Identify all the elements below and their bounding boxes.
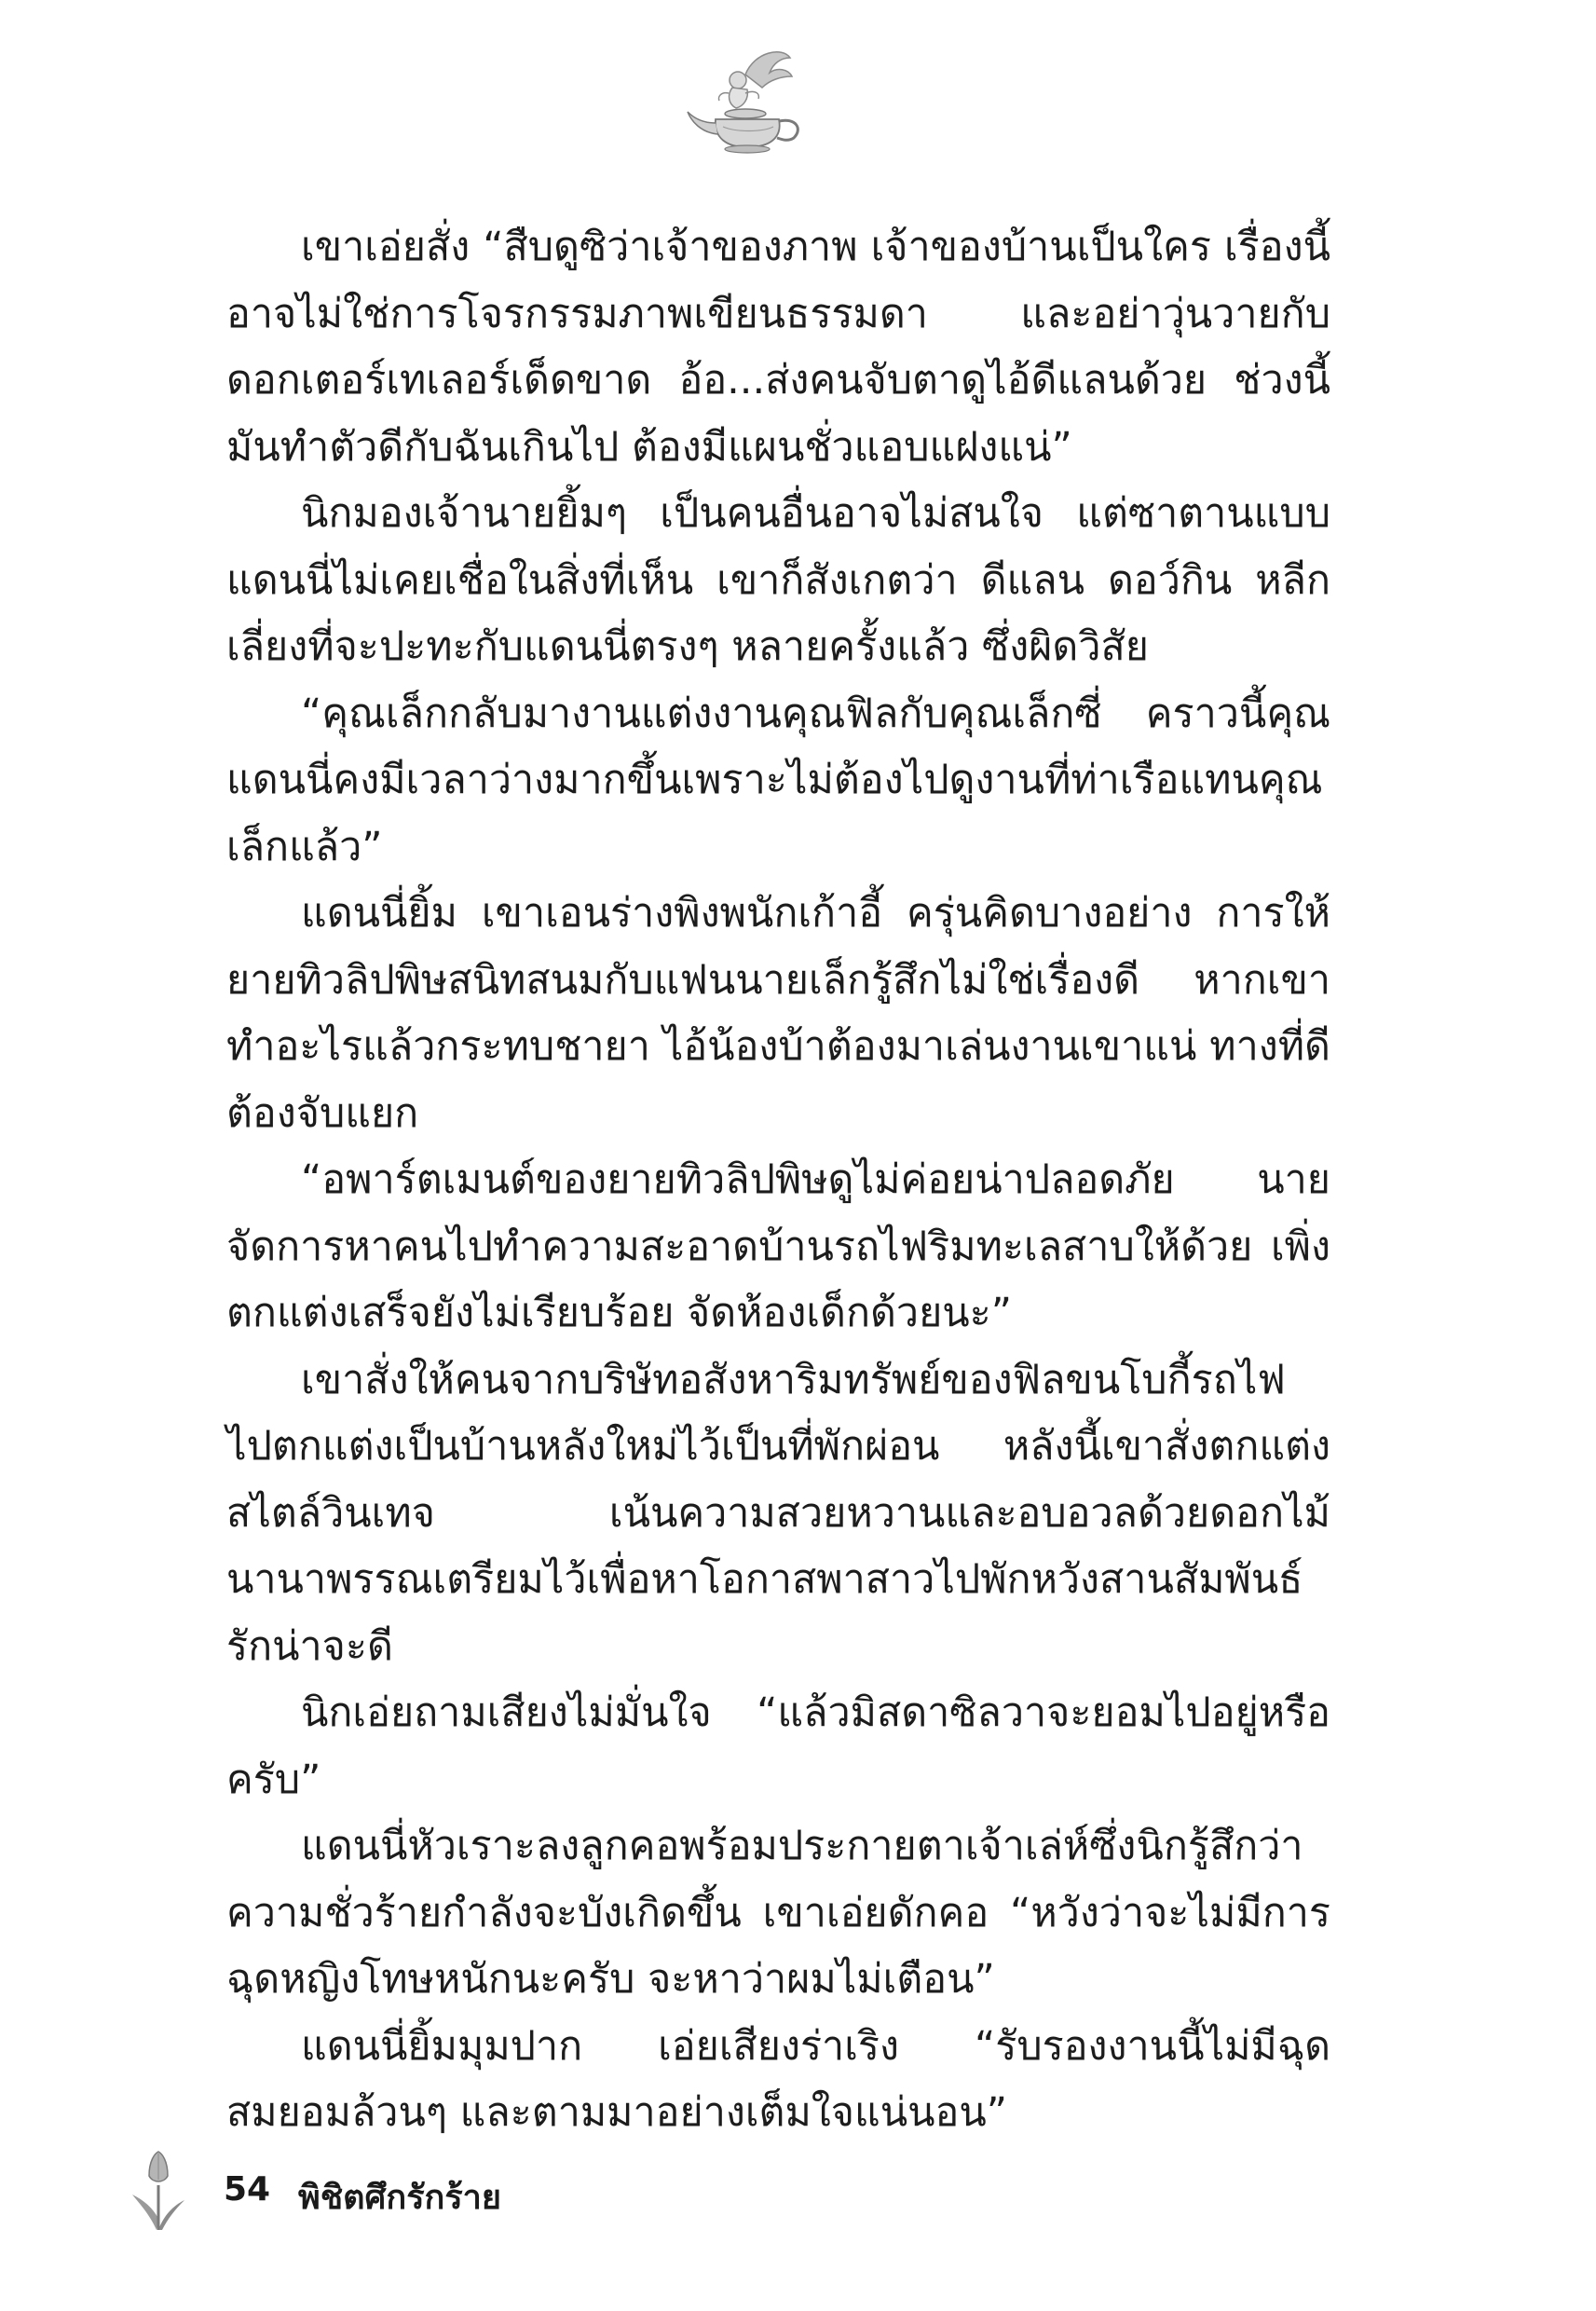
cupid-on-teapot-icon	[680, 47, 820, 158]
paragraph: “อพาร์ตเมนต์ของยายทิวลิปพิษดูไม่ค่อยน่าปลอดภัย นายจัดการหาคนไปทำความสะอาดบ้านรถไฟริมทะเลสาบให้ด้วย เพิ่งตกแต่งเสร็จยังไม่เรียบร้อย จัดห้องเด็กด้วยนะ”	[226, 1156, 1330, 1336]
body-text	[226, 214, 1330, 2147]
paragraph: แดนนี่ยิ้ม เขาเอนร่างพิงพนักเก้าอี้ ครุ่นคิดบางอย่าง การให้ยายทิวลิปพิษสนิทสนมกับแฟนนายเล็กรู้สึกไม่ใช่เรื่องดี หากเขาทำอะไรแล้วกระทบชายา ไอ้น้องบ้าต้องมาเล่นงานเขาแน่ ทางที่ดีต้องจับแยก	[226, 890, 1330, 1137]
paragraph: นิกมองเจ้านายยิ้มๆ เป็นคนอื่นอาจไม่สนใจ แต่ซาตานแบบแดนนี่ไม่เคยเชื่อในสิ่งที่เห็น เขาก็สังเกตว่า ดีแลน ดอว์กิน หลีกเลี่ยงที่จะปะทะกับแดนนี่ตรงๆ หลายครั้งแล้ว ซึ่งผิดวิสัย	[226, 490, 1330, 670]
paragraph: เขาเอ่ยสั่ง “สืบดูซิว่าเจ้าของภาพ เจ้าของบ้านเป็นใคร เรื่องนี้อาจไม่ใช่การโจรกรรมภาพเขียนธรรมดา และอย่าวุ่นวายกับดอกเตอร์เทเลอร์เด็ดขาด อ้อ...ส่งคนจับตาดูไอ้ดีแลนด้วย ช่วงนี้มันทำตัวดีกับฉันเกินไป ต้องมีแผนชั่วแอบแฝงแน่”	[226, 224, 1330, 471]
paragraph: แดนนี่ยิ้มมุมปาก เอ่ยเสียงร่าเริง “รับรองงานนี้ไม่มีฉุด สมยอมล้วนๆ และตามมาอย่างเต็มใจแน่นอน”	[226, 2022, 1330, 2136]
paragraph: แดนนี่หัวเราะลงลูกคอพร้อมประกายตาเจ้าเล่ห์ซึ่งนิกรู้สึกว่าความชั่วร้ายกำลังจะบังเกิดขึ้น เขาเอ่ยดักคอ “หวังว่าจะไม่มีการฉุดหญิงโทษหนักนะครับ จะหาว่าผมไม่เตือน”	[226, 1823, 1330, 2003]
tulip-icon	[130, 2148, 186, 2232]
paragraph: เขาสั่งให้คนจากบริษัทอสังหาริมทรัพย์ของฟิลขนโบกี้รถไฟไปตกแต่งเป็นบ้านหลังใหม่ไว้เป็นที่พักผ่อน หลังนี้เขาสั่งตกแต่งสไตล์วินเทจ เน้นความสวยหวานและอบอวลด้วยดอกไม้นานาพรรณเตรียมไว้เพื่อหาโอกาสพาสาวไปพักหวังสานสัมพันธ์รักน่าจะดี	[226, 1356, 1330, 1670]
paragraph: “คุณเล็กกลับมางานแต่งงานคุณฟิลกับคุณเล็กซี่ คราวนี้คุณแดนนี่คงมีเวลาว่างมากขึ้นเพราะไม่ต้องไปดูงานที่ท่าเรือแทนคุณเล็กแล้ว”	[226, 690, 1330, 870]
page-footer	[130, 2148, 783, 2232]
paragraph: นิกเอ่ยถามเสียงไม่มั่นใจ “แล้วมิสดาซิลวาจะยอมไปอยู่หรือครับ”	[226, 1689, 1330, 1803]
page-number: 54	[224, 2170, 271, 2208]
book-title: พิชิตศึกรักร้าย	[298, 2179, 501, 2217]
